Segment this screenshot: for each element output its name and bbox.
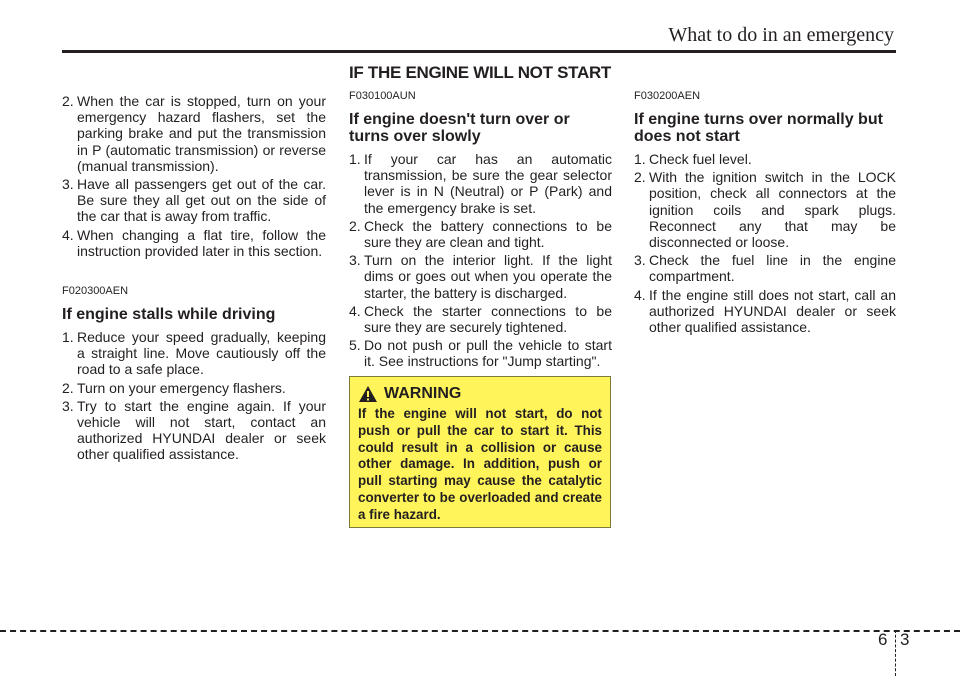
- step-number: 5.: [349, 337, 361, 354]
- list-item: [349, 303, 612, 335]
- section-heading: If engine doesn't turn over or turns over slowly: [349, 111, 570, 145]
- warning-title: WARNING: [384, 385, 462, 402]
- page-header-title: What to do in an emergency: [668, 24, 894, 46]
- list-item: [62, 380, 326, 396]
- step-text: If your car has an automatic transmission, be sure the gear selector lever is in N (Neutral) or P (Park) and the emergency brake is set.: [364, 151, 612, 216]
- section-code: F030100AUN: [349, 90, 416, 102]
- step-number: 2.: [62, 93, 74, 109]
- step-number: 1.: [349, 151, 361, 167]
- step-text: Do not push or pull the vehicle to start it. See instructions for "Jump starting".: [364, 337, 612, 370]
- list-item: [349, 337, 612, 369]
- step-number: 2.: [349, 217, 361, 234]
- step-text: Check the battery connections to be sure they are clean and tight.: [364, 217, 612, 251]
- steps-list: [349, 151, 612, 370]
- step-text: Check the fuel line in the engine compartment.: [649, 252, 896, 285]
- step-text: Check the starter connections to be sure they are securely tightened.: [364, 302, 612, 336]
- list-item: [349, 151, 612, 216]
- stall-section: [62, 285, 326, 463]
- list-item: [349, 252, 612, 301]
- step-text: Check fuel level.: [649, 151, 752, 167]
- section-heading: If engine stalls while driving: [62, 306, 276, 324]
- step-number: 1.: [62, 329, 74, 346]
- section-title: IF THE ENGINE WILL NOT START: [348, 63, 611, 82]
- step-text: Reduce your speed gradually, keeping a straight line. Move cautiously off the road to a safe place.: [77, 329, 326, 378]
- step-text: When the car is stopped, turn on your emergency hazard flashers, set the parking brake and put the transmission in P (automatic transmission) or reverse (manual transmission).: [77, 93, 326, 174]
- section-code: F020300AEN: [62, 285, 129, 298]
- step-text: Try to start the engine again. If your vehicle will not start, contact an authorized HYUNDAI dealer or seek other qualified assistance.: [77, 397, 326, 463]
- step-number: 3.: [62, 176, 74, 193]
- steps-list-continued: [62, 93, 326, 259]
- step-number: 2.: [62, 379, 74, 396]
- list-item: [634, 287, 896, 336]
- step-text: With the ignition switch in the LOCK position, check all connectors at the ignition coils and spark plugs. Reconnect any that may be disconnected or loose.: [649, 169, 896, 251]
- steps-list: [62, 329, 326, 463]
- column-right: [634, 90, 896, 337]
- page-number-separator: [895, 630, 896, 676]
- page-number: 3: [900, 630, 910, 649]
- warning-header: [358, 385, 602, 403]
- column-left: [62, 90, 326, 465]
- warning-text: If the engine will not start, do not push or pull the car to start it. This could result in a collision or cause other damage. In addition, push or pull starting may cause the catalytic converter to be overloaded and create a fire hazard.: [358, 406, 602, 522]
- list-item: [62, 398, 326, 463]
- step-text: If the engine still does not start, call an authorized HYUNDAI dealer or seek other qualified assistance.: [649, 286, 896, 336]
- step-number: 2.: [634, 169, 646, 186]
- step-number: 4.: [349, 302, 361, 319]
- list-item: [634, 252, 896, 284]
- warning-box: [349, 376, 611, 528]
- step-text: When changing a flat tire, follow the instruction provided later in this section.: [77, 226, 326, 259]
- list-item: [349, 218, 612, 250]
- section-code: F030200AEN: [634, 90, 701, 102]
- list-item: [62, 93, 326, 174]
- step-number: 4.: [634, 286, 646, 303]
- step-text: Have all passengers get out of the car. Be sure they all get out on the side of the car that is away from traffic.: [77, 176, 326, 225]
- column-middle: [349, 90, 612, 372]
- list-item: [634, 151, 896, 167]
- list-item: [62, 176, 326, 225]
- step-number: 1.: [634, 151, 646, 167]
- step-number: 3.: [634, 252, 646, 269]
- steps-list: [634, 151, 896, 335]
- footer-rule: [0, 630, 960, 632]
- step-number: 3.: [349, 252, 361, 269]
- section-heading: If engine turns over normally but does not start: [634, 111, 883, 145]
- step-number: 3.: [62, 397, 74, 414]
- step-number: 4.: [62, 226, 74, 243]
- chapter-number: 6: [878, 630, 888, 649]
- list-item: [634, 169, 896, 250]
- warning-triangle-icon: [358, 385, 378, 403]
- header-rule: [62, 50, 896, 53]
- step-text: Turn on the interior light. If the light dims or goes out when you operate the starter, the battery is discharged.: [364, 252, 612, 301]
- list-item: [62, 329, 326, 378]
- step-text: Turn on your emergency flashers.: [77, 379, 286, 396]
- list-item: [62, 227, 326, 259]
